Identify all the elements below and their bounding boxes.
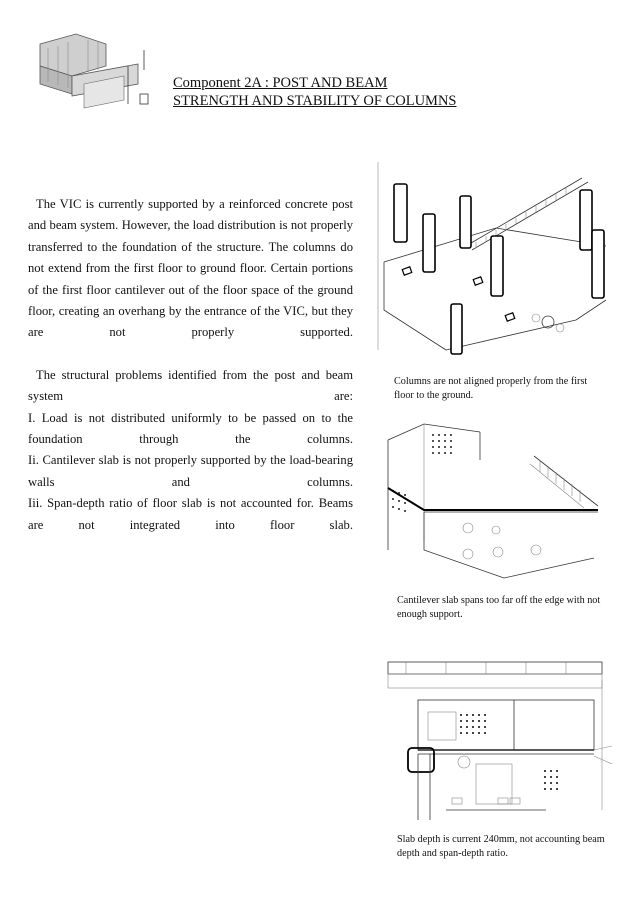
figure-cantilever-slab	[384, 420, 610, 580]
problem-item-3: Iii. Span-depth ratio of floor slab is not accounted for. Beams are not integrated into floor slab.	[28, 496, 353, 532]
problem-item-1: I. Load is not distributed uniformly to be passed on to the foundation through the columns.	[28, 410, 353, 447]
figure-columns-isometric	[376, 150, 612, 365]
building-thumbnail-drawing	[28, 30, 160, 116]
body-text-column	[28, 194, 353, 536]
caption-figure-2: Cantilever slab spans too far off the edge with not enough support.	[397, 595, 601, 620]
caption-figure-1: Columns are not aligned properly from the first floor to the ground.	[394, 376, 588, 401]
paragraph-2-intro: The structural problems identified from the post and beam system are:	[28, 367, 353, 404]
page-title-line2: STRENGTH AND STABILITY OF COLUMNS	[173, 93, 457, 109]
figure-slab-section	[386, 660, 612, 824]
paragraph-1: The VIC is currently supported by a reinforced concrete post and beam system. However, the load distribution is not properly transferred to the foundation of the structure. The columns do not extend from the first floor to ground floor. Certain portions of the first floor cantilever out of the floor space of the ground floor, creating an overhang by the entrance of the VIC, but they are not properly supported.	[28, 197, 353, 340]
problem-item-2: Ii. Cantilever slab is not properly supported by the load-bearing walls and columns.	[28, 453, 353, 489]
page-title-line1: Component 2A : POST AND BEAM	[173, 75, 388, 91]
caption-figure-3: Slab depth is current 240mm, not accounting beam depth and span-depth ratio.	[397, 834, 605, 859]
